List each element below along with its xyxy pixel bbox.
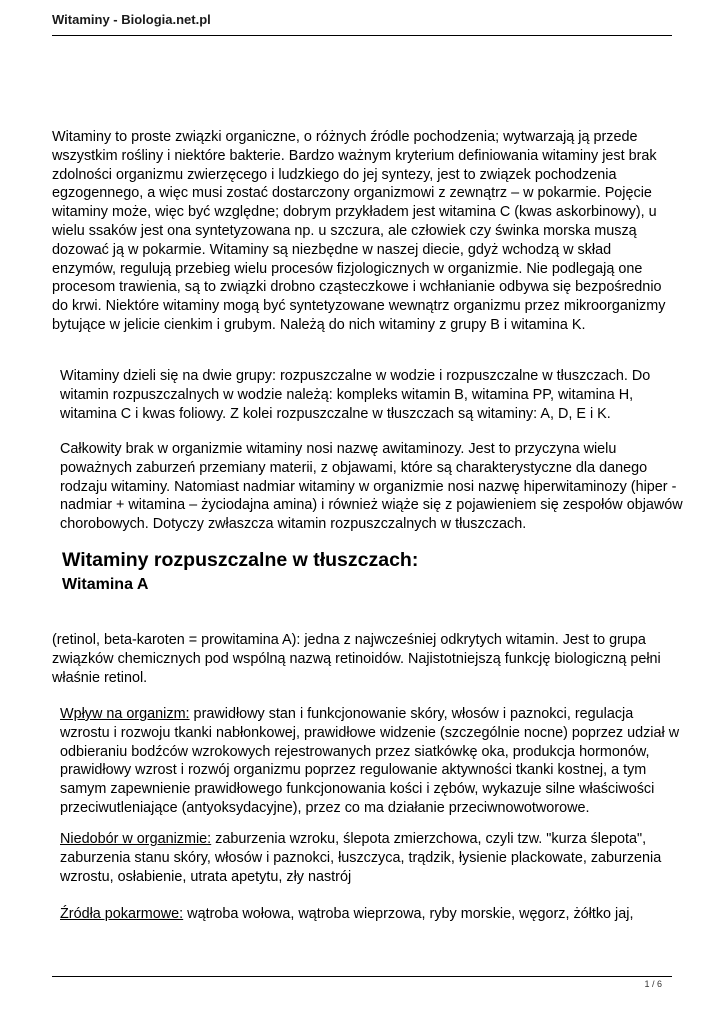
effect-text: prawidłowy stan i funkcjonowanie skóry, włosów i paznokci, regulacja wzrostu i rozwoju tkanki nabłonkowej, prawidłowe widzenie (szczególnie nocne) poprzez udział w odbieraniu bodźców wzrokowych rejestrowanych przez siatkówkę oka, produkcja hormonów, prawidłowy wzrost i rozwój organizmu poprzez regulowanie aktywności tkanki kostnej, a tym samym zapewnienie prawidłowego funkcjonowania kości i zębów, wykazuje silne właściwości przeciwutleniające (antyoksydacyjne), przez co ma działanie przeciwnowotworowe. [60,706,680,816]
sources-label: Źródła pokarmowe: [60,906,184,922]
subsection-heading: Witamina A [62,576,149,593]
sources-paragraph [52,905,685,924]
sources-text: wątroba wołowa, wątroba wieprzowa, ryby morskie, węgorz, żółtko jaj, [183,906,634,922]
header-divider [52,35,672,36]
deficiency-label: Niedobór w organizmie: [60,831,212,847]
section-heading: Witaminy rozpuszczalne w tłuszczach: [62,549,419,571]
avitaminosis-paragraph: Całkowity brak w organizmie witaminy nosi nazwę awitaminozy. Jest to przyczyna wielu poważnych zaburzeń przemiany materii, z objawami, które są charakterystyczne dla danego rodzaju witaminy. Natomiast nadmiar witaminy w organizmie nosi nazwę hiperwitaminozy (hiper - nadmiar + witamina – życiodajna amina) i również wiąże się z pojawieniem się zespołów objawów chorobowych. Dotyczy zwłaszcza witamin rozpuszczalnych w tłuszczach. [60,441,683,533]
intro-paragraph: Witaminy to proste związki organiczne, o różnych źródle pochodzenia; wytwarzają ją przede wszystkim rośliny i niektóre bakterie. Bardzo ważnym kryterium definiowania witaminy jest brak zdolności organizmu zwierzęcego i ludzkiego do jej syntezy, jest to związek pochodzenia egzogennego, a więc musi zostać dostarczony organizmowi z zewnątrz – w pokarmie. Pojęcie witaminy może, więc być względne; dobrym przykładem jest witamina C (kwas askorbinowy), u wielu ssaków jest ona syntetyzowana np. u szczura, ale człowiek czy świnka morska muszą dozować ją w pokarmie. Witaminy są niezbędne w naszej diecie, gdyż wchodzą w skład enzymów, regulują przebieg wielu procesów fizjologicznych w organizmie. Nie podlegają one procesom trawienia, są to związki drobno cząsteczkowe i wchłanianie odbywa się bezpośrednio do krwi. Niektóre witaminy mogą być syntetyzowane wewnątrz organizmu przez mikroorganizmy bytujące w jelicie cienkim i grubym. Należą do nich witaminy z grupy B i witamina K. [52,129,666,333]
footer-divider [52,976,672,977]
deficiency-text: zaburzenia wzroku, ślepota zmierzchowa, czyli tzw. "kurza ślepota", zaburzenia stanu skóry, włosów i paznokci, łuszczyca, trądzik, łysienie plackowate, zaburzenia wzrostu, osłabienie, utrata apetytu, zły nastrój [60,831,662,885]
page-number: 1 / 6 [644,979,662,989]
deficiency-paragraph [52,830,685,886]
vitamin-groups-paragraph: Witaminy dzieli się na dwie grupy: rozpuszczalne w wodzie i rozpuszczalne w tłuszczach. Do witamin rozpuszczalnych w wodzie należą: kompleks witamin B, witamina PP, witamina H, witamina C i kwas foliowy. Z kolei rozpuszczalne w tłuszczach są witaminy: A, D, E i K. [60,368,651,422]
retinol-paragraph: (retinol, beta-karoten = prowitamina A): jedna z najwcześniej odkrytych witamin. Jest to grupa związków chemicznych pod wspólną nazwą retinoidów. Najistotniejszą funkcję biologiczną pełni właśnie retinol. [52,632,661,686]
effect-label: Wpływ na organizm: [60,706,190,722]
page-header-title: Witaminy - Biologia.net.pl [52,12,211,27]
effect-paragraph [52,705,685,818]
